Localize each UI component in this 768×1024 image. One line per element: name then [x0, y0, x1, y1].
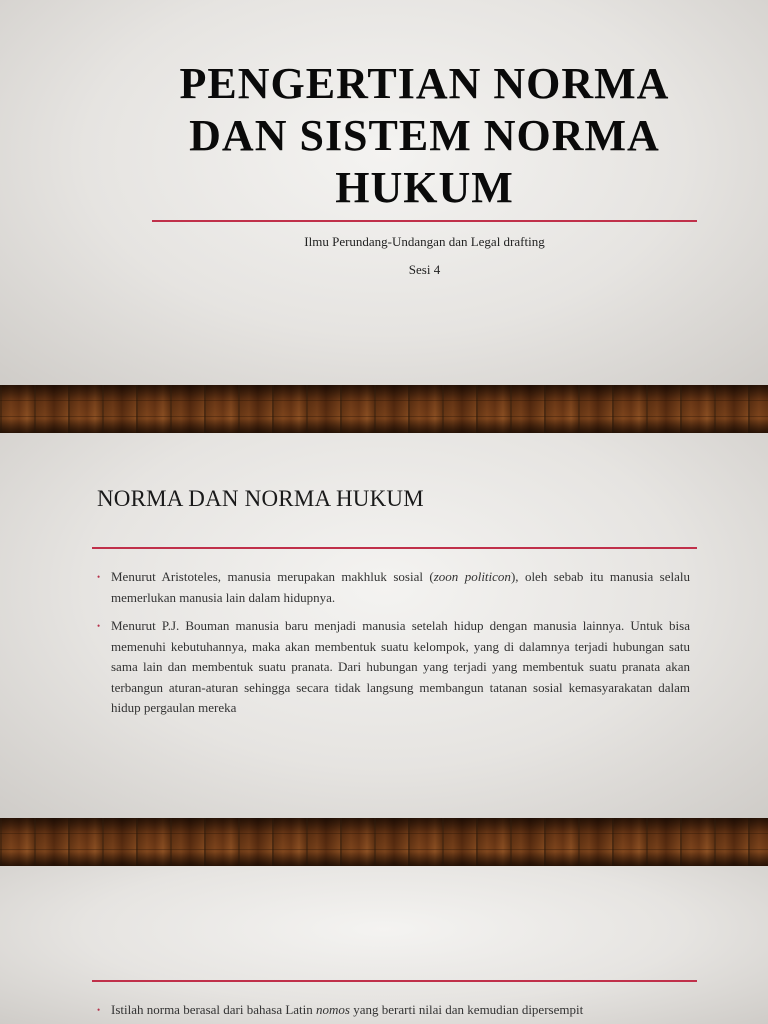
- bullet-list: [97, 1000, 690, 1024]
- course-subtitle: Ilmu Perundang-Undangan dan Legal drafting: [304, 234, 545, 249]
- bullet-text: yang berarti nilai dan kemudian dipersempit: [349, 1002, 584, 1017]
- title-line-3: HUKUM: [335, 163, 514, 212]
- wood-floor-decoration: [0, 818, 768, 866]
- bullet-list: [97, 567, 690, 727]
- bullet-text: Menurut P.J. Bouman manusia baru menjadi manusia setelah hidup dengan manusia lainnya. Untuk bisa memenuhi kebutuhannya, maka akan membentuk suatu kelompok, yang di dalamnya terjadi hubungan satu sama lain dan membentuk suatu pranata. Dari hubungan yang terjadi yang membentuk suatu pranata akan terbangun aturan-aturan sehingga secara tidak langsung membangun tatanan sosial kemasyarakatan dalam hidup pergaulan mereka: [111, 618, 690, 715]
- bullet-italic-term: nomos: [316, 1002, 350, 1017]
- bullet-text: ), oleh sebab itu manusia selalu memerlukan manusia lain dalam hidupnya.: [111, 569, 691, 605]
- slide-norma: [0, 433, 768, 818]
- slide-title: [0, 0, 768, 385]
- wood-floor-decoration: [0, 385, 768, 433]
- slide-norma-continued: [0, 866, 768, 1024]
- bullet-marker: •: [97, 572, 101, 582]
- title-divider: [152, 220, 697, 222]
- bullet-marker: •: [97, 621, 101, 631]
- bullet-marker: •: [97, 1005, 101, 1015]
- slide-heading: NORMA DAN NORMA HUKUM: [97, 486, 424, 511]
- heading-divider: [92, 980, 697, 982]
- list-item: [97, 616, 690, 719]
- list-item: [97, 1000, 690, 1021]
- bullet-italic-term: zoon politicon: [433, 569, 511, 584]
- heading-divider: [92, 547, 697, 549]
- bullet-text: Menurut Aristoteles, manusia merupakan makhluk sosial (: [111, 569, 434, 584]
- session-label: Sesi 4: [408, 262, 441, 277]
- title-line-2: DAN SISTEM NORMA: [189, 111, 660, 160]
- bullet-text: Istilah norma berasal dari bahasa Latin: [111, 1002, 317, 1017]
- list-item: [97, 567, 690, 608]
- slide-title-heading: [152, 58, 697, 214]
- title-line-1: PENGERTIAN NORMA: [179, 59, 670, 108]
